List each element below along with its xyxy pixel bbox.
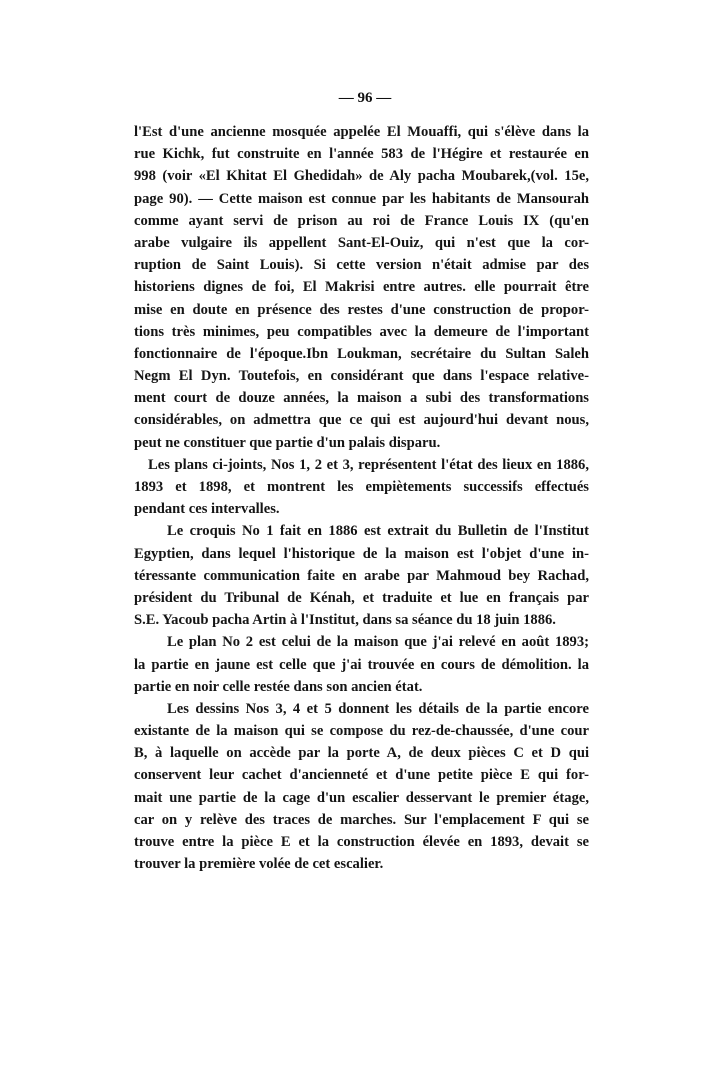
text-line: 1893 et 1898, et montrent les empiètements successifs effectués: [134, 479, 589, 495]
page-number: — 96 —: [338, 90, 392, 106]
text-line: la partie en jaune est celle que j'ai trouvée en cours de démolition. la: [134, 656, 589, 673]
text-line: fonctionnaire de l'époque.Ibn Loukman, secrétaire du Sultan Saleh: [134, 345, 589, 362]
text-line: rue Kichk, fut construite en l'année 583 de l'Hégire et restaurée en: [134, 146, 589, 163]
text-line: 998 (voir «El Khitat El Ghedidah» de Aly pacha Moubarek,(vol. 15e,: [134, 168, 589, 185]
paragraph: [134, 631, 589, 698]
text-line: car on y relève des traces de marches. Sur l'emplacement F qui se: [134, 811, 589, 828]
text-line: pendant ces intervalles.: [134, 501, 280, 518]
text-line: l'Est d'une ancienne mosquée appelée El Mouaffi, qui s'élève dans la: [134, 124, 589, 140]
text-line: historiens dignes de foi, El Makrisi entre autres. elle pourrait être: [134, 279, 589, 296]
text-line: conservent leur cachet d'ancienneté et d'une petite pièce E qui for-: [134, 767, 589, 784]
text-line: Les dessins Nos 3, 4 et 5 donnent les détails de la partie encore: [167, 700, 589, 717]
text-line: considérables, on admettra que ce qui est aujourd'hui devant nous,: [134, 412, 589, 429]
text-line: peut ne constituer que partie d'un palais disparu.: [134, 434, 441, 451]
text-line: Negm El Dyn. Toutefois, en considérant que dans l'espace relative-: [134, 368, 589, 385]
text-line: tions très minimes, peu compatibles avec la demeure de l'important: [134, 323, 589, 340]
paragraph: [134, 520, 589, 631]
text-line: trouve entre la pièce E et la construction élevée en 1893, devait se: [134, 834, 589, 850]
paragraph: [134, 454, 589, 521]
text-line: B, à laquelle on accède par la porte A, de deux pièces C et D qui: [134, 745, 589, 762]
text-line: Egyptien, dans lequel l'historique de la maison est l'objet d'une in-: [134, 545, 589, 562]
text-line: mise en doute en présence des restes d'une construction de propor-: [134, 301, 589, 318]
text-line: arabe vulgaire ils appellent Sant-El-Ouiz, qui n'est que la cor-: [134, 234, 589, 251]
paragraph: [134, 698, 589, 876]
text-line: Les plans ci-joints, Nos 1, 2 et 3, représentent l'état des lieux en 1886,: [148, 456, 589, 473]
text-line: S.E. Yacoub pacha Artin à l'Institut, dans sa séance du 18 juin 1886.: [134, 612, 556, 629]
text-line: partie en noir celle restée dans son ancien état.: [134, 678, 423, 695]
text-line: Le croquis No 1 fait en 1886 est extrait du Bulletin de l'Institut: [167, 523, 589, 540]
paragraph: [134, 121, 589, 454]
text-line: trouver la première volée de cet escalier.: [134, 856, 384, 873]
text-line: téressante communication faite en arabe par Mahmoud bey Rachad,: [134, 567, 589, 584]
text-line: ruption de Saint Louis). Si cette version n'était admise par des: [134, 257, 589, 274]
text-line: président du Tribunal de Kénah, et traduite et lue en français par: [134, 589, 589, 606]
text-line: existante de la maison qui se compose du rez-de-chaussée, d'une cour: [134, 723, 589, 740]
text-line: ment court de douze années, la maison a subi des transformations: [134, 390, 589, 407]
text-line: mait une partie de la cage d'un escalier desservant le premier étage,: [134, 789, 589, 806]
body-text: [134, 121, 589, 875]
text-line: Le plan No 2 est celui de la maison que j'ai relevé en août 1893;: [167, 634, 589, 651]
text-line: comme ayant servi de prison au roi de France Louis IX (qu'en: [134, 212, 589, 229]
text-line: page 90). — Cette maison est connue par les habitants de Mansourah: [134, 190, 589, 207]
